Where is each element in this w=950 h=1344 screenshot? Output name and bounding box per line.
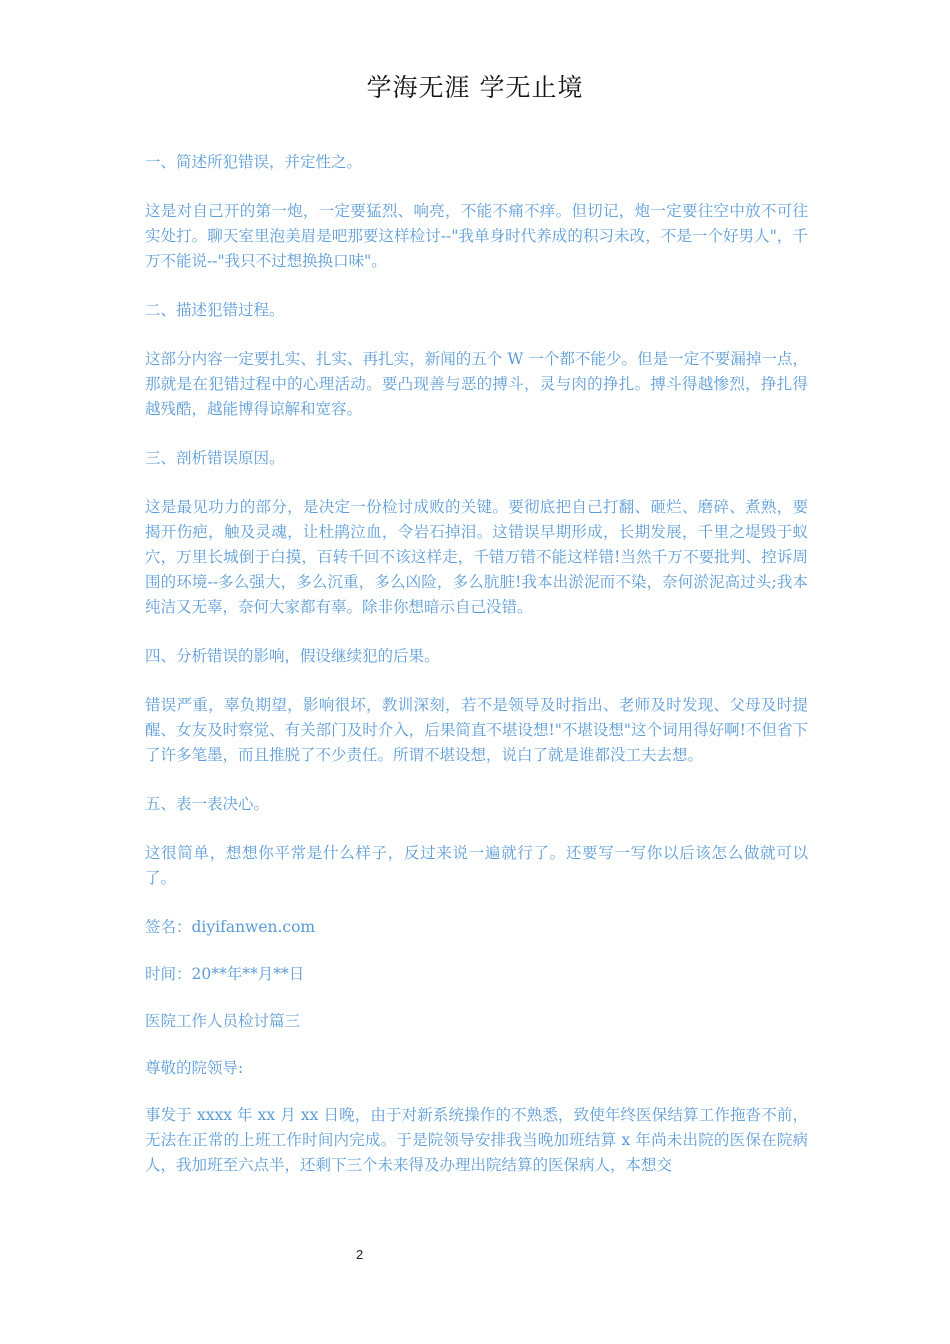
paragraph: 错误严重，辜负期望，影响很坏，教训深刻，若不是领导及时指出、老师及时发现、父母及时提醒、女友及时察觉、有关部门及时介入，后果简直不堪设想!"不堪设想"这个词用得好啊!不但省下了许多笔墨，而且推脱了不少责任。所谓不堪设想，说白了就是谁都没工夫去想。 [145, 696, 808, 764]
article-title: 医院工作人员检讨篇三 [145, 1012, 301, 1030]
date-line: 时间：20**年**月**日 [145, 965, 305, 983]
paragraph: 这很简单，想想你平常是什么样子，反过来说一遍就行了。还要写一写你以后该怎么做就可以了。 [145, 844, 808, 887]
paragraph: 这是最见功力的部分，是决定一份检讨成败的关键。要彻底把自己打翻、砸烂、磨碎、煮熟，要揭开伤疤，触及灵魂，让杜鹃泣血，令岩石掉泪。这错误早期形成，长期发展，千里之堤毁于蚁穴，万里长城倒于白摸，百转千回不该这样走，千错万错不能这样错!当然千万不要批判、控诉周围的环境--多么强大，多么沉重，多么凶险，多么肮脏!我本出淤泥而不染，奈何淤泥高过头;我本纯洁又无辜，奈何大家都有辜。除非你想暗示自己没错。 [145, 498, 808, 616]
salutation: 尊敬的院领导: [145, 1059, 244, 1077]
signature-line: 签名：diyifanwen.com [145, 918, 316, 936]
section-heading: 三、剖析错误原因。 [145, 449, 285, 467]
section-heading: 二、描述犯错过程。 [145, 301, 285, 319]
page-number: 2 [356, 1247, 364, 1262]
section-heading: 一、简述所犯错误，并定性之。 [145, 153, 363, 171]
section-heading: 五、表一表决心。 [145, 795, 270, 813]
document-body [145, 150, 808, 1202]
section-heading: 四、分析错误的影响，假设继续犯的后果。 [145, 647, 440, 665]
header-title: 学海无涯 学无止境 [366, 73, 584, 102]
paragraph: 这部分内容一定要扎实、扎实、再扎实，新闻的五个 W 一个都不能少。但是一定不要漏掉一点，那就是在犯错过程中的心理活动。要凸现善与恶的搏斗，灵与肉的挣扎。搏斗得越惨烈，挣扎得越残酷，越能博得谅解和宽容。 [145, 350, 808, 418]
paragraph: 这是对自己开的第一炮，一定要猛烈、响亮，不能不痛不痒。但切记，炮一定要往空中放不可往实处打。聊天室里泡美眉是吧那要这样检讨--"我单身时代养成的积习未改，不是一个好男人"，千万不能说--"我只不过想换换口味"。 [145, 202, 808, 270]
paragraph: 事发于 xxxx 年 xx 月 xx 日晚，由于对新系统操作的不熟悉，致使年终医保结算工作拖沓不前，无法在正常的上班工作时间内完成。于是院领导安排我当晚加班结算 x 年尚未出院的医保在院病人，我加班至六点半，还剩下三个未来得及办理出院结算的医保病人，本想交 [145, 1106, 808, 1174]
